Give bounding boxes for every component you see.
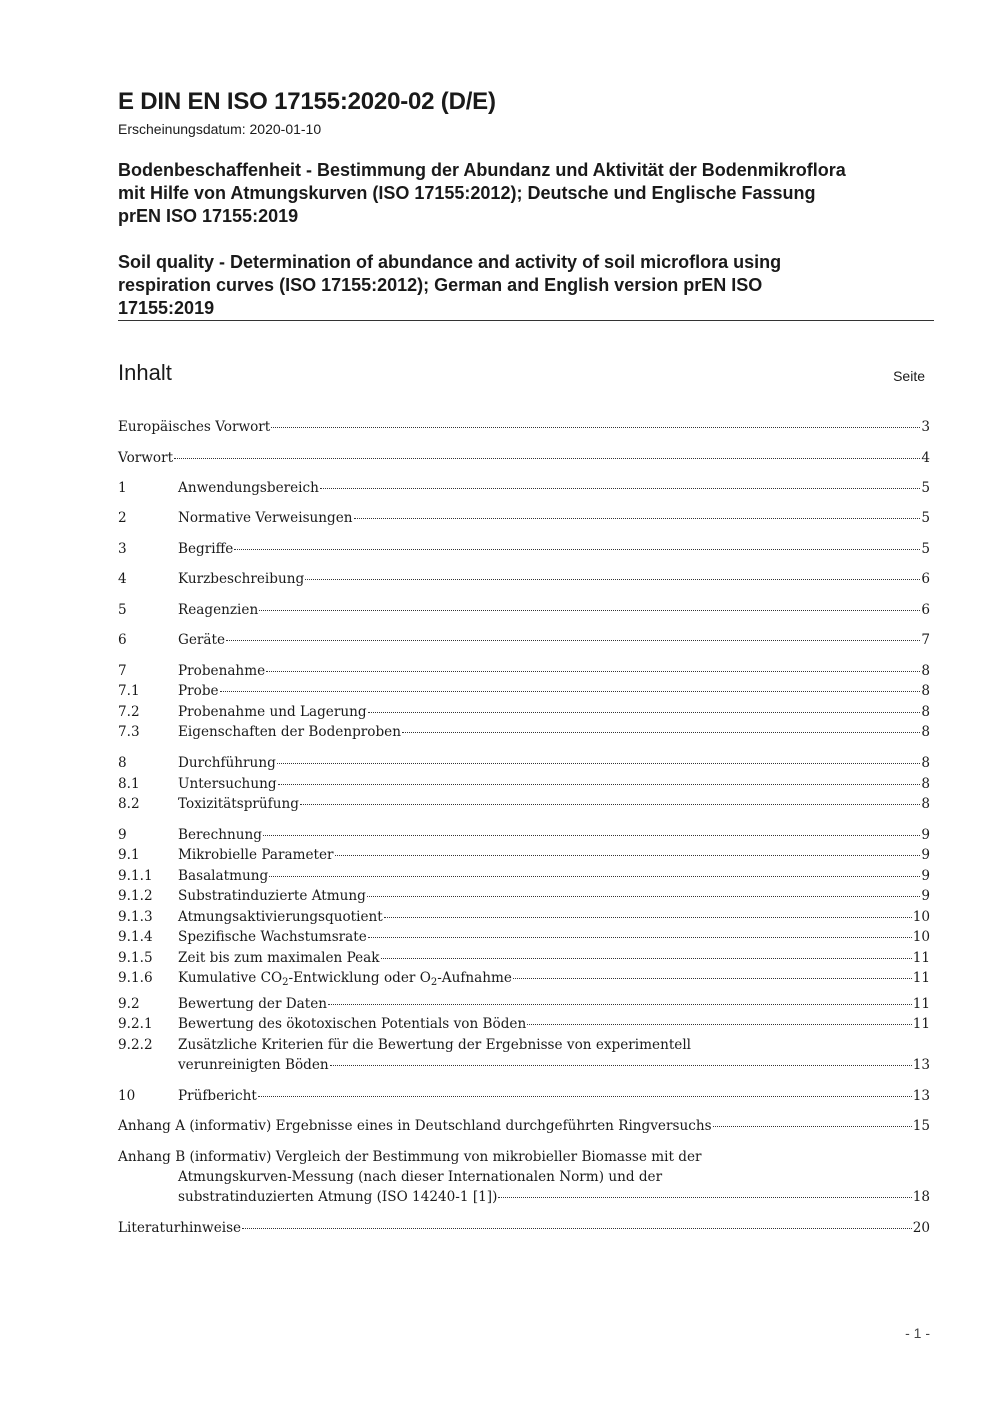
doc-id: E DIN EN ISO 17155:2020-02 (D/E) — [118, 88, 496, 115]
toc-entry[interactable] — [118, 845, 930, 865]
toc-leader-dots — [330, 1065, 912, 1066]
toc-entry-number: 6 — [118, 632, 127, 648]
toc-entry-page: 20 — [912, 1220, 930, 1236]
toc-entry-label: Spezifische Wachstumsrate — [178, 929, 367, 945]
toc-entry-number: 9.2 — [118, 996, 140, 1012]
toc-entry-page: 8 — [921, 776, 930, 792]
toc-entry-page: 13 — [912, 1057, 930, 1073]
toc-entry[interactable] — [118, 448, 930, 468]
toc-entry-page: 9 — [921, 868, 930, 884]
toc-entry-page: 9 — [921, 847, 930, 863]
toc-entry[interactable] — [118, 661, 930, 681]
toc-entry[interactable] — [118, 1035, 930, 1055]
toc-entry-page: 11 — [912, 950, 930, 966]
toc-entry-number: 9.1 — [118, 847, 140, 863]
toc-leader-dots — [305, 579, 920, 580]
toc-entry-number: 2 — [118, 510, 127, 526]
toc-entry[interactable] — [118, 907, 930, 927]
toc-entry-page: 7 — [921, 632, 930, 648]
toc-leader-dots — [335, 855, 921, 856]
toc-leader-dots — [384, 917, 912, 918]
toc-entry-page: 6 — [921, 571, 930, 587]
toc-entry-label: Zusätzliche Kriterien für die Bewertung der Ergebnisse von experimentell — [178, 1037, 692, 1053]
toc-entry[interactable] — [118, 866, 930, 886]
toc-leader-dots — [269, 876, 920, 877]
toc-entry-number: 7 — [118, 663, 127, 679]
toc-entry-label: Basalatmung — [178, 868, 269, 884]
toc-entry-page: 8 — [921, 683, 930, 699]
toc-entry-label: Anhang B (informativ) Vergleich der Bestimmung von mikrobieller Biomasse mit der — [118, 1149, 702, 1165]
toc-leader-dots — [498, 1197, 911, 1198]
toc-entry-label: Literaturhinweise — [118, 1220, 242, 1236]
title-line: Soil quality - Determination of abundance and activity of soil microflora using — [118, 252, 782, 272]
toc-entry[interactable] — [118, 886, 930, 906]
toc-leader-dots — [242, 1228, 912, 1229]
toc-entry[interactable] — [118, 1055, 930, 1075]
toc-leader-dots — [527, 1024, 911, 1025]
toc-entry-page: 11 — [912, 1016, 930, 1032]
toc-leader-dots — [263, 835, 920, 836]
toc-leader-dots — [368, 937, 912, 938]
toc-entry-number: 9.1.2 — [118, 888, 153, 904]
toc-entry-label: Zeit bis zum maximalen Peak — [178, 950, 380, 966]
toc-entry-number: 9.1.3 — [118, 909, 153, 925]
toc-leader-dots — [234, 549, 920, 550]
toc-entry-page: 9 — [921, 888, 930, 904]
toc-entry-page: 5 — [921, 510, 930, 526]
toc-leader-dots — [258, 1096, 912, 1097]
title-line: 17155:2019 — [118, 298, 215, 318]
toc-entry[interactable] — [118, 478, 930, 498]
toc-entry-number: 7.3 — [118, 724, 140, 740]
toc-entry-label: Atmungsaktivierungsquotient — [178, 909, 383, 925]
toc-entry-page: 13 — [912, 1088, 930, 1104]
toc-leader-dots — [368, 712, 921, 713]
title-german — [118, 159, 936, 228]
toc-entry-label: Kurzbeschreibung — [178, 571, 305, 587]
toc-entry-number: 9 — [118, 827, 127, 843]
toc-entry[interactable] — [118, 417, 930, 437]
toc-entry-page: 6 — [921, 602, 930, 618]
toc-entry-page: 4 — [921, 450, 930, 466]
toc-entry-number: 4 — [118, 571, 127, 587]
toc-entry-label: Begriffe — [178, 541, 234, 557]
toc-entry-label: Berechnung — [178, 827, 262, 843]
toc-heading: Inhalt — [118, 360, 172, 385]
toc-entry[interactable] — [118, 825, 930, 845]
toc-leader-dots — [300, 804, 920, 805]
toc-entry[interactable] — [118, 1086, 930, 1106]
toc-leader-dots — [402, 732, 920, 733]
toc-entry-page: 10 — [912, 909, 930, 925]
toc-leader-dots — [278, 784, 921, 785]
publication-date: Erscheinungsdatum: 2020-01-10 — [118, 121, 322, 137]
toc-entry-label: Prüfbericht — [178, 1088, 257, 1104]
toc-entry-number: 8.1 — [118, 776, 140, 792]
toc-entry-label: Bewertung der Daten — [178, 996, 328, 1012]
toc-entry-label: Vorwort — [118, 450, 174, 466]
toc-leader-dots — [266, 671, 920, 672]
toc-entry-label: Europäisches Vorwort — [118, 419, 271, 435]
toc-entry[interactable] — [118, 994, 930, 1014]
toc-entry-label: Probe — [178, 683, 219, 699]
toc-entry-number: 9.1.5 — [118, 950, 153, 966]
toc-entry-number: 9.2.1 — [118, 1016, 153, 1032]
toc-entry-page: 5 — [921, 541, 930, 557]
toc-entry[interactable] — [118, 539, 930, 559]
toc-entry-page: 3 — [921, 419, 930, 435]
toc-entry[interactable] — [118, 702, 930, 722]
toc-entry[interactable] — [118, 968, 930, 993]
toc-entry-number: 7.2 — [118, 704, 140, 720]
toc-entry-page: 15 — [912, 1118, 930, 1134]
toc-entry-label: Eigenschaften der Bodenproben — [178, 724, 401, 740]
title-line: Bodenbeschaffenheit - Bestimmung der Abundanz und Aktivität der Bodenmikroflora — [118, 160, 846, 180]
toc-entry[interactable] — [118, 569, 930, 589]
toc-entry-page: 8 — [921, 704, 930, 720]
toc-entry[interactable] — [118, 1187, 930, 1207]
toc-entry-page: 8 — [921, 796, 930, 812]
toc-entry[interactable] — [118, 948, 930, 968]
toc-entry-page: 18 — [912, 1189, 930, 1205]
toc-entry-page: 5 — [921, 480, 930, 496]
toc-entry-number: 5 — [118, 602, 127, 618]
toc-entry-number: 9.1.6 — [118, 970, 153, 986]
toc-entry-number: 8.2 — [118, 796, 140, 812]
footer-page-number: - 1 - — [905, 1325, 930, 1341]
toc-entry[interactable] — [118, 1014, 930, 1034]
title-line: prEN ISO 17155:2019 — [118, 206, 299, 226]
toc-entry[interactable] — [118, 508, 930, 528]
toc-leader-dots — [354, 518, 921, 519]
toc-entry-label: Atmungskurven-Messung (nach dieser Internationalen Norm) und der — [178, 1169, 663, 1185]
toc-leader-dots — [259, 610, 920, 611]
toc-entry[interactable] — [118, 681, 930, 701]
toc-entry[interactable] — [118, 600, 930, 620]
toc-leader-dots — [277, 763, 921, 764]
toc-leader-dots — [367, 896, 920, 897]
toc-leader-dots — [271, 427, 920, 428]
toc-entry[interactable] — [118, 1167, 930, 1187]
toc-entry-number: 9.2.2 — [118, 1037, 153, 1053]
toc-entry-label: substratinduzierten Atmung (ISO 14240-1 [1]) — [178, 1189, 498, 1205]
title-line: mit Hilfe von Atmungskurven (ISO 17155:2012); Deutsche und Englische Fassung — [118, 183, 816, 203]
toc-entry[interactable] — [118, 1218, 930, 1238]
toc-entry-label: Toxizitätsprüfung — [178, 796, 299, 812]
toc-entry-label: Probenahme und Lagerung — [178, 704, 367, 720]
toc-leader-dots — [226, 640, 920, 641]
toc-leader-dots — [713, 1126, 912, 1127]
toc-entry-label: Normative Verweisungen — [178, 510, 353, 526]
toc-entry-number: 9.1.1 — [118, 868, 153, 884]
toc-entry-label: Untersuchung — [178, 776, 277, 792]
toc-entry-label: Bewertung des ökotoxischen Potentials von Böden — [178, 1016, 527, 1032]
title-divider — [118, 320, 934, 321]
toc-entry-label: Reagenzien — [178, 602, 259, 618]
toc-entry-number: 8 — [118, 755, 127, 771]
toc-entry-number: 1 — [118, 480, 127, 496]
toc-leader-dots — [328, 1004, 912, 1005]
toc-entry-page: 8 — [921, 724, 930, 740]
toc-entry[interactable] — [118, 1116, 930, 1136]
toc-entry-label: Mikrobielle Parameter — [178, 847, 334, 863]
toc-leader-dots — [174, 458, 920, 459]
toc-entry-page: 8 — [921, 755, 930, 771]
toc-entry[interactable] — [118, 1147, 930, 1167]
toc-entry-label: Probenahme — [178, 663, 266, 679]
toc-leader-dots — [513, 978, 912, 979]
toc-entry-page: 10 — [912, 929, 930, 945]
title-english — [118, 251, 936, 320]
toc-entry[interactable] — [118, 927, 930, 947]
toc-entry[interactable] — [118, 794, 930, 814]
toc-entry-number: 9.1.4 — [118, 929, 153, 945]
toc-entry[interactable] — [118, 753, 930, 773]
toc-entry-page: 11 — [912, 996, 930, 1012]
toc-entry-label: verunreinigten Böden — [178, 1057, 329, 1073]
toc-leader-dots — [381, 958, 912, 959]
toc-page-column-label: Seite — [893, 368, 925, 384]
toc-entry-label: Kumulative $CO_2$-Entwicklung oder $O_2$-Aufnahme — [178, 970, 512, 988]
toc-entry-page: 11 — [912, 970, 930, 986]
toc-entry-label: Anhang A (informativ) Ergebnisse eines in Deutschland durchgeführten Ringversuchs — [118, 1118, 712, 1134]
toc-entry-number: 10 — [118, 1088, 136, 1104]
title-line: respiration curves (ISO 17155:2012); German and English version prEN ISO — [118, 275, 763, 295]
toc-entry-label: Substratinduzierte Atmung — [178, 888, 366, 904]
toc-entry-number: 3 — [118, 541, 127, 557]
toc-leader-dots — [220, 691, 921, 692]
toc-entry-page: 8 — [921, 663, 930, 679]
toc-entry-page: 9 — [921, 827, 930, 843]
toc-entry[interactable] — [118, 722, 930, 742]
toc-entry[interactable] — [118, 630, 930, 650]
toc-entry-label: Anwendungsbereich — [178, 480, 319, 496]
toc-entry[interactable] — [118, 774, 930, 794]
toc-leader-dots — [320, 488, 920, 489]
toc-entry-label: Geräte — [178, 632, 226, 648]
toc-entry-label: Durchführung — [178, 755, 276, 771]
toc-entry-number: 7.1 — [118, 683, 140, 699]
